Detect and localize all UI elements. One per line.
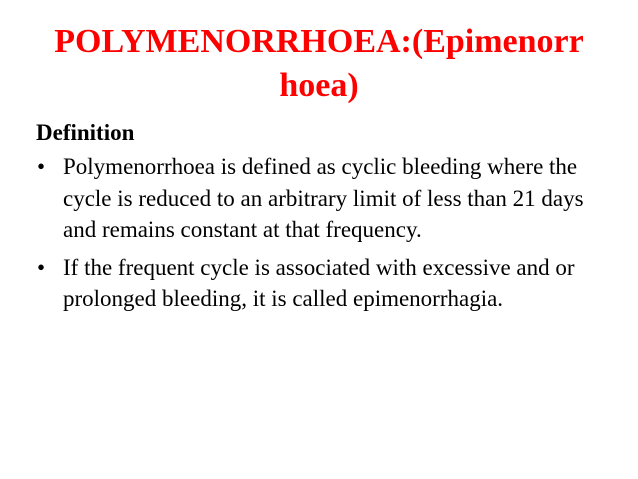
definition-heading: Definition	[36, 120, 135, 145]
bullet-icon: •	[37, 154, 46, 179]
bullet-list	[36, 151, 596, 315]
bullet-item	[36, 151, 596, 246]
bullet-text: If the frequent cycle is associated with excessive and or prolonged bleeding, it is called epimenorrhagia.	[63, 254, 575, 311]
title-line-2: hoea)	[279, 67, 359, 104]
bullet-text: Polymenorrhoea is defined as cyclic bleeding where the cycle is reduced to an arbitrary limit of less than 21 days and remains constant at that frequency.	[63, 154, 584, 242]
title-line-1: POLYMENORRHOEA:(Epimenorr	[54, 23, 584, 60]
bullet-item	[36, 252, 596, 315]
bullet-icon: •	[37, 254, 46, 280]
slide-content	[36, 118, 596, 321]
slide-title	[20, 20, 618, 108]
